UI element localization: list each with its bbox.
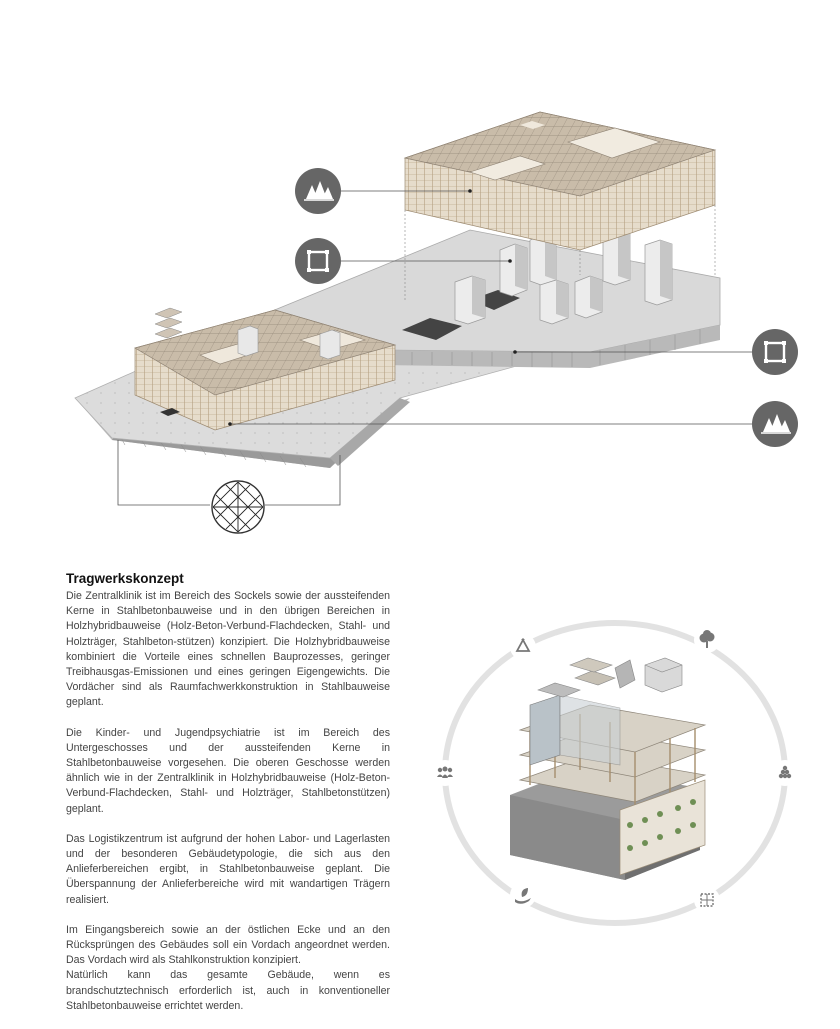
building-module-axo bbox=[510, 658, 705, 880]
timber-block-top bbox=[405, 112, 715, 250]
concrete-square-icon bbox=[752, 329, 798, 375]
recycle-icon bbox=[510, 634, 536, 660]
tree-icon bbox=[694, 627, 720, 653]
paragraph-logistik: Das Logistikzentrum ist aufgrund der hohen Labor- und Lagerlasten und der besonderen Gebäudetypologie, die sich aus den Anlieferbereichen ergibt, in Stahlbetonbauweise geplant. Die Überspannung der Anlieferbereiche wird mit wandartigen Trägern realisiert. bbox=[66, 832, 390, 906]
stacked-timber-icon bbox=[772, 760, 798, 786]
people-icon bbox=[432, 760, 458, 786]
concrete-square-icon bbox=[295, 238, 341, 284]
grid-plan-icon bbox=[694, 887, 720, 913]
sustainability-cycle-diagram bbox=[420, 610, 820, 940]
paragraph-vordach: Im Eingangsbereich sowie an der östlichen Ecke und an den Rücksprüngen des Gebäudes soll ein Vordach angeordnet werden. Das Vordach wird als Stahlkonstruktion konzipiert. Natürlich kann das gesamte Gebäude, wenn es brandschutztechnisch erforderlich ist, auch in konventioneller Stahlbetonbauweise errichtet werden. bbox=[66, 923, 390, 1012]
timber-trees-icon bbox=[752, 401, 798, 447]
space-frame-icon bbox=[208, 477, 268, 537]
paragraph-zentralklinik: Die Zentralklinik ist im Bereich des Sockels sowie der aussteifenden Kerne in Stahlbetonbauweise und in den übrigen Bereichen in Holzhybridbauweise (Holz-Beton-Verbund-Flachdecken, Stahl- und Holzträger, Stahlbeton-stützen) konzipiert. Die Holzhybridbauweise kombiniert die Vorteile eines schnellen Bauprozesses, geringer Treibhausgas-Emissionen und eines geringen Eigengewichts. Die Vordächer sind als Raumfachwerkkonstruktion in Stahlbauweise geplant. bbox=[66, 590, 390, 709]
paragraph-psychiatrie: Die Kinder- und Jugendpsychiatrie ist im Bereich des Untergeschosses und der aussteifenden Kerne in Stahlbetonbauweise vorgesehen. Die oberen Geschosse werden ähnlich wie in der Zentralklinik in Holzhybridbauweise (Holz-Beton-Verbund-Flachdecken, Stahl- und Holzträger, Stahlbetonstützen) geplant. bbox=[66, 726, 390, 815]
section-heading: Tragwerkskonzept bbox=[66, 571, 184, 586]
stair-element bbox=[155, 308, 182, 338]
timber-trees-icon bbox=[295, 168, 341, 214]
hand-leaf-icon bbox=[510, 882, 536, 908]
structure-concept-text bbox=[66, 570, 390, 1029]
